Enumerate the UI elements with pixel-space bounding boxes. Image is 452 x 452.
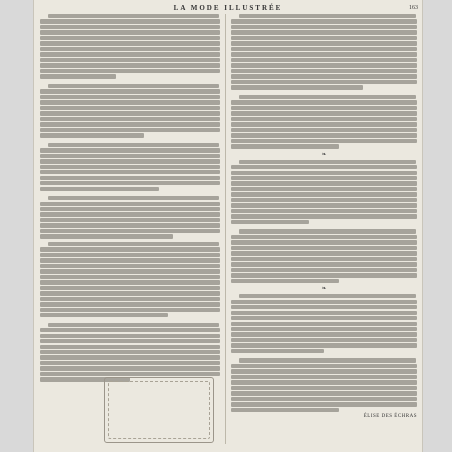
text-line: [231, 187, 417, 191]
page-number: 163: [409, 5, 418, 11]
text-line: [40, 345, 220, 349]
text-line: [231, 165, 417, 169]
text-line: [239, 229, 416, 233]
text-line: [40, 36, 220, 40]
text-line: [40, 69, 220, 73]
text-line: [231, 63, 417, 67]
text-line: [231, 246, 417, 250]
text-line: [40, 339, 220, 343]
text-line: [231, 106, 417, 110]
text-line: [231, 380, 417, 384]
decorative-frame: [104, 377, 214, 443]
text-line: [40, 223, 220, 227]
text-line: [231, 397, 417, 401]
text-line: [40, 218, 220, 222]
text-line: [231, 52, 417, 56]
text-line: [231, 316, 417, 320]
text-line: [40, 212, 220, 216]
text-line: [40, 52, 220, 56]
text-line: [48, 323, 219, 327]
text-line: [231, 58, 417, 62]
text-line: [40, 63, 220, 67]
text-line: [40, 159, 220, 163]
column-divider: [225, 14, 226, 444]
author-signature: ÉLISE DES ÉCHRAS: [363, 414, 417, 420]
text-line: [231, 332, 417, 336]
ornament-icon: ❧: [321, 286, 327, 293]
text-line: [40, 187, 159, 191]
text-line: [231, 122, 417, 126]
text-line: [40, 350, 220, 354]
text-line: [40, 355, 220, 359]
text-line: [40, 111, 220, 115]
text-line: [40, 366, 220, 370]
text-line: [231, 203, 417, 207]
text-line: [40, 100, 220, 104]
text-line: [231, 176, 417, 180]
text-line: [231, 369, 417, 373]
text-line: [239, 294, 416, 298]
magazine-page: [34, 0, 422, 452]
text-line: [231, 305, 417, 309]
text-line: [231, 273, 417, 277]
text-line: [40, 122, 220, 126]
ornament-icon: ❧: [321, 151, 327, 158]
text-line: [239, 95, 416, 99]
text-line: [40, 372, 220, 376]
text-line: [40, 269, 220, 273]
text-line: [231, 262, 417, 266]
text-line: [40, 328, 220, 332]
text-line: [231, 36, 417, 40]
text-line: [231, 100, 417, 104]
text-line: [40, 133, 144, 137]
text-line: [40, 264, 220, 268]
text-line: [231, 214, 417, 218]
text-line: [231, 198, 417, 202]
page-header: [34, 4, 422, 14]
text-line: [239, 160, 416, 164]
text-line: [231, 251, 417, 255]
text-line: [40, 30, 220, 34]
text-line: [40, 207, 220, 211]
text-line: [40, 128, 220, 132]
text-line: [231, 74, 417, 78]
text-line: [231, 181, 417, 185]
text-line: [40, 58, 220, 62]
text-line: [239, 358, 416, 362]
text-line: [40, 297, 220, 301]
text-line: [40, 47, 220, 51]
text-line: [40, 253, 220, 257]
text-line: [231, 343, 417, 347]
text-line: [231, 128, 417, 132]
text-line: [231, 257, 417, 261]
text-line: [231, 349, 324, 353]
text-line: [40, 291, 220, 295]
text-line: [231, 192, 417, 196]
text-line: [40, 165, 220, 169]
text-line: [40, 106, 220, 110]
text-line: [231, 402, 417, 406]
text-line: [231, 300, 417, 304]
paragraph-gap: [40, 319, 220, 323]
text-line: [231, 279, 339, 283]
text-line: [231, 311, 417, 315]
text-line: [231, 386, 417, 390]
text-line: [231, 171, 417, 175]
text-line: [40, 334, 220, 338]
text-line: [40, 25, 220, 29]
text-line: [231, 408, 339, 412]
text-line: [40, 302, 220, 306]
text-line: [40, 229, 220, 233]
text-line: [40, 202, 220, 206]
text-line: [40, 176, 220, 180]
text-line: [40, 308, 220, 312]
text-line: [40, 247, 220, 251]
text-line: [231, 220, 309, 224]
text-line: [40, 258, 220, 262]
text-line: [239, 14, 416, 18]
text-line: [231, 139, 417, 143]
text-line: [231, 364, 417, 368]
text-line: [231, 30, 417, 34]
text-line: [40, 286, 220, 290]
text-line: [231, 338, 417, 342]
text-line: [40, 170, 220, 174]
right-column: [231, 14, 417, 419]
text-line: [40, 154, 220, 158]
text-line: [231, 41, 417, 45]
text-line: [40, 280, 220, 284]
text-line: [231, 133, 417, 137]
text-line: [231, 117, 417, 121]
text-line: [48, 196, 219, 200]
text-line: [231, 235, 417, 239]
text-line: [231, 111, 417, 115]
text-line: [231, 322, 417, 326]
text-line: [231, 268, 417, 272]
text-line: [231, 80, 417, 84]
text-line: [40, 181, 220, 185]
text-line: [40, 117, 220, 121]
text-line: [40, 19, 220, 23]
text-line: [231, 391, 417, 395]
text-line: [40, 74, 116, 78]
text-line: [231, 209, 417, 213]
text-line: [40, 275, 220, 279]
text-line: [40, 41, 220, 45]
text-line: [231, 375, 417, 379]
magazine-title: LA MODE ILLUSTRÉE: [173, 4, 283, 12]
text-line: [40, 95, 220, 99]
text-line: [231, 47, 417, 51]
text-line: [231, 327, 417, 331]
text-line: [231, 19, 417, 23]
text-line: [48, 84, 219, 88]
text-line: [48, 242, 219, 246]
text-line: [40, 313, 168, 317]
text-line: [40, 234, 173, 238]
text-line: [40, 148, 220, 152]
text-line: [48, 14, 219, 18]
text-line: [231, 85, 363, 89]
text-line: [231, 144, 339, 148]
text-line: [40, 361, 220, 365]
text-line: [48, 143, 219, 147]
left-column: [40, 14, 220, 383]
text-line: [231, 240, 417, 244]
text-line: [40, 89, 220, 93]
text-line: [231, 69, 417, 73]
text-line: [231, 25, 417, 29]
